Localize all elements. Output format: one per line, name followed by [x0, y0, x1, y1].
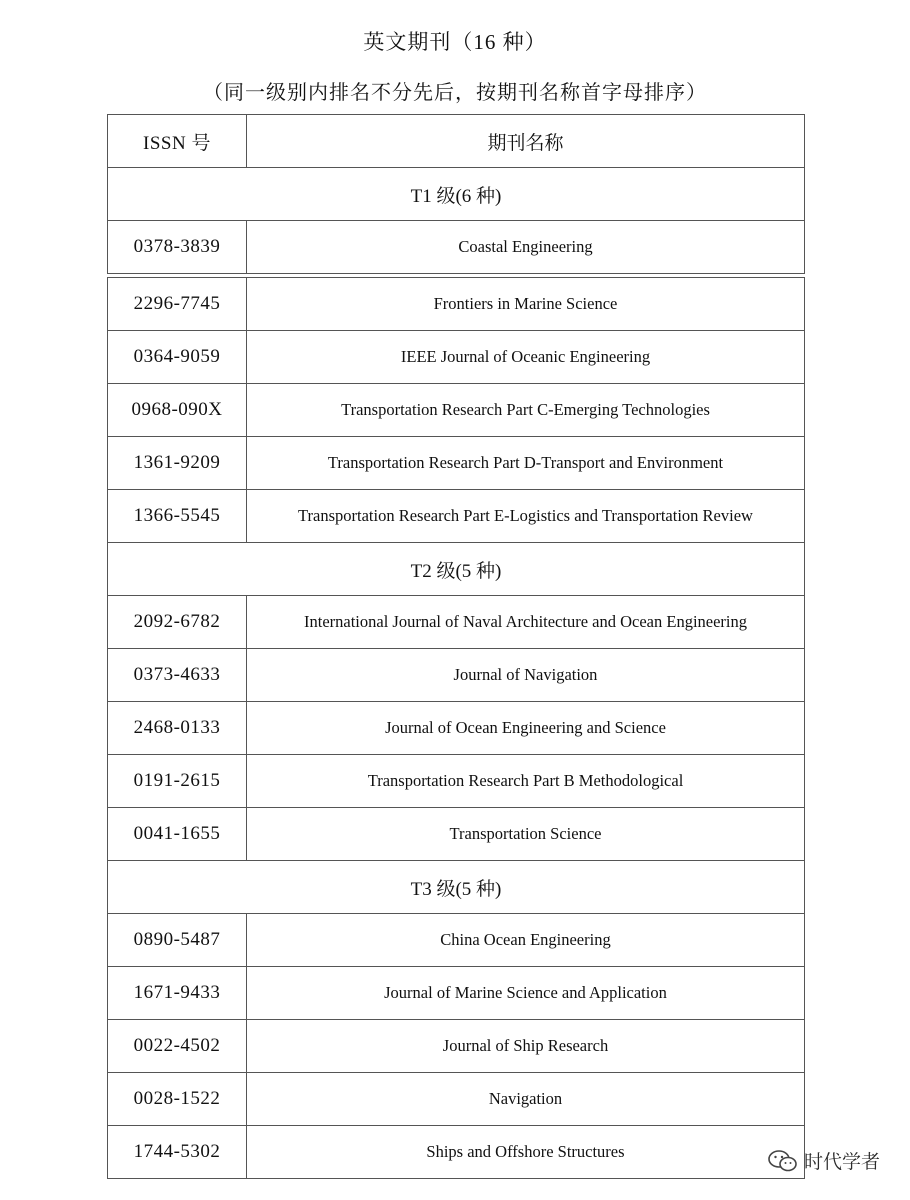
table-row [108, 437, 805, 490]
table-row [108, 221, 805, 274]
journal-name-cell: IEEE Journal of Oceanic Engineering [247, 331, 805, 384]
journal-name-cell: Ships and Offshore Structures [247, 1126, 805, 1179]
journal-name-cell: Journal of Marine Science and Application [247, 967, 805, 1020]
table-row [108, 331, 805, 384]
table-row [108, 1020, 805, 1073]
watermark-text: 时代学者 [803, 1151, 880, 1173]
journal-name-cell: Transportation Research Part B Methodological [247, 755, 805, 808]
issn-cell: 0022-4502 [108, 1020, 247, 1073]
issn-cell: 2468-0133 [108, 702, 247, 755]
issn-cell: 0373-4633 [108, 649, 247, 702]
journal-name-cell: Transportation Research Part D-Transport and Environment [247, 437, 805, 490]
issn-cell: 0041-1655 [108, 808, 247, 861]
journal-name-cell: Journal of Navigation [247, 649, 805, 702]
journal-name-cell: Coastal Engineering [247, 221, 805, 274]
issn-cell: 1361-9209 [108, 437, 247, 490]
table-row [108, 967, 805, 1020]
issn-cell: 0028-1522 [108, 1073, 247, 1126]
journal-name-cell: Frontiers in Marine Science [247, 278, 805, 331]
journal-table-part-2 [107, 277, 805, 1179]
page-subtitle: （同一级别内排名不分先后，按期刊名称首字母排序） [203, 82, 707, 104]
table-row [108, 278, 805, 331]
tier-label-t3: T3 级(5 种) [108, 861, 805, 914]
watermark [768, 1147, 880, 1174]
journal-name-cell: China Ocean Engineering [247, 914, 805, 967]
table-row [108, 755, 805, 808]
journal-name-cell: International Journal of Naval Architecture and Ocean Engineering [247, 596, 805, 649]
table-row [108, 808, 805, 861]
journal-name-cell: Transportation Research Part C-Emerging Technologies [247, 384, 805, 437]
issn-cell: 0364-9059 [108, 331, 247, 384]
journal-name-cell: Journal of Ship Research [247, 1020, 805, 1073]
issn-cell: 0968-090X [108, 384, 247, 437]
tier-row-t2 [108, 543, 805, 596]
page-title: 英文期刊（16 种） [363, 30, 547, 54]
table-header-row [108, 115, 805, 168]
table-row [108, 702, 805, 755]
wechat-icon [768, 1149, 798, 1173]
tier-row-t3 [108, 861, 805, 914]
header-issn: ISSN 号 [108, 115, 247, 168]
tier-label-t1: T1 级(6 种) [108, 168, 805, 221]
issn-cell: 1744-5302 [108, 1126, 247, 1179]
tier-label-t2: T2 级(5 种) [108, 543, 805, 596]
issn-cell: 1671-9433 [108, 967, 247, 1020]
journal-name-cell: Transportation Research Part E-Logistics and Transportation Review [247, 490, 805, 543]
table-row [108, 649, 805, 702]
journal-table-part-1 [107, 114, 805, 274]
tier-row-t1 [108, 168, 805, 221]
issn-cell: 2296-7745 [108, 278, 247, 331]
table-row [108, 914, 805, 967]
issn-cell: 0191-2615 [108, 755, 247, 808]
issn-cell: 2092-6782 [108, 596, 247, 649]
table-row [108, 1126, 805, 1179]
journal-name-cell: Transportation Science [247, 808, 805, 861]
journal-name-cell: Navigation [247, 1073, 805, 1126]
issn-cell: 0890-5487 [108, 914, 247, 967]
issn-cell: 0378-3839 [108, 221, 247, 274]
journal-name-cell: Journal of Ocean Engineering and Science [247, 702, 805, 755]
table-row [108, 384, 805, 437]
table-row [108, 1073, 805, 1126]
table-row [108, 490, 805, 543]
table-row [108, 596, 805, 649]
issn-cell: 1366-5545 [108, 490, 247, 543]
header-journal-name: 期刊名称 [247, 115, 805, 168]
